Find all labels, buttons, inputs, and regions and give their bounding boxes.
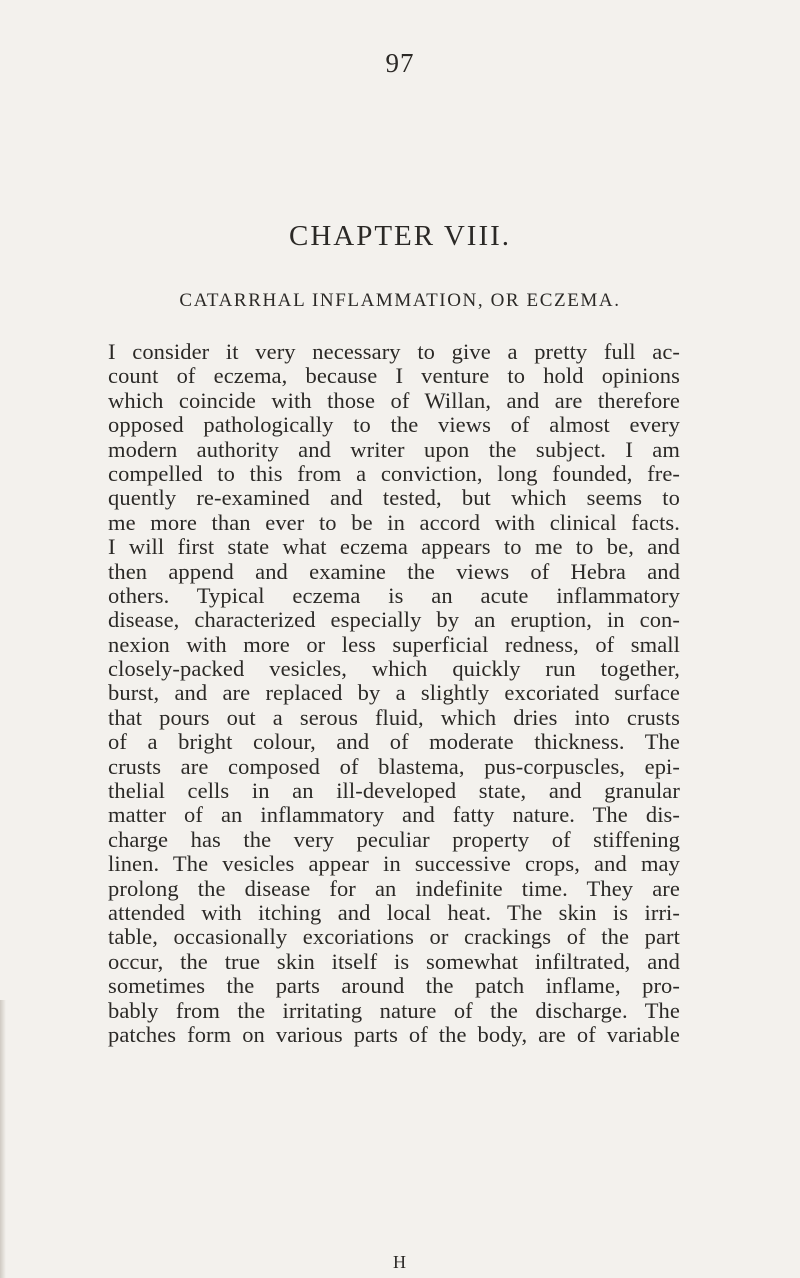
text-line: quently re-examined and tested, but which seems to bbox=[108, 485, 680, 511]
text-line: occur, the true skin itself is somewhat infiltrated, and bbox=[108, 948, 680, 974]
text-line: sometimes the parts around the patch inflame, pro- bbox=[108, 973, 680, 999]
chapter-subtitle: CATARRHAL INFLAMMATION, OR ECZEMA. bbox=[179, 290, 621, 311]
text-line: disease, characterized especially by an eruption, in con- bbox=[108, 607, 680, 633]
body-text bbox=[108, 340, 680, 1047]
text-line: modern authority and writer upon the subject. I am bbox=[108, 436, 680, 462]
text-line: that pours out a serous fluid, which dries into crusts bbox=[108, 704, 680, 730]
text-line: matter of an inflammatory and fatty nature. The dis- bbox=[108, 802, 680, 828]
text-line: me more than ever to be in accord with clinical facts. bbox=[108, 509, 680, 535]
page-edge-shadow bbox=[0, 1000, 6, 1278]
text-line: nexion with more or less superficial redness, of small bbox=[108, 631, 680, 657]
text-line: then append and examine the views of Hebra and bbox=[108, 558, 680, 584]
signature-mark: H bbox=[393, 1252, 407, 1272]
text-line: I consider it very necessary to give a pretty full ac- bbox=[108, 339, 680, 364]
text-line: crusts are composed of blastema, pus-corpuscles, epi- bbox=[108, 753, 680, 779]
text-line: table, occasionally excoriations or crackings of the part bbox=[108, 924, 680, 950]
text-line: of a bright colour, and of moderate thickness. The bbox=[108, 729, 680, 755]
text-line: charge has the very peculiar property of stiffening bbox=[108, 826, 680, 852]
text-line: bably from the irritating nature of the discharge. The bbox=[108, 997, 680, 1023]
page-number: 97 bbox=[385, 48, 415, 78]
text-line: attended with itching and local heat. The skin is irri- bbox=[108, 899, 680, 925]
text-line: opposed pathologically to the views of almost every bbox=[108, 412, 680, 438]
text-line: prolong the disease for an indefinite time. They are bbox=[108, 875, 680, 901]
text-line: burst, and are replaced by a slightly excoriated surface bbox=[108, 680, 680, 706]
text-line: which coincide with those of Willan, and are therefore bbox=[108, 387, 680, 413]
chapter-title: CHAPTER VIII. bbox=[288, 220, 512, 252]
text-line: count of eczema, because I venture to hold opinions bbox=[108, 363, 680, 389]
text-line: I will first state what eczema appears to me to be, and bbox=[108, 534, 680, 560]
text-line: closely-packed vesicles, which quickly run together, bbox=[108, 656, 680, 682]
text-line: compelled to this from a conviction, long founded, fre- bbox=[108, 460, 680, 486]
text-line: thelial cells in an ill-developed state, and granular bbox=[108, 778, 680, 804]
text-line: patches form on various parts of the body, are of variable bbox=[108, 1021, 680, 1047]
text-line: others. Typical eczema is an acute inflammatory bbox=[108, 582, 680, 608]
text-line: linen. The vesicles appear in successive crops, and may bbox=[108, 851, 680, 877]
